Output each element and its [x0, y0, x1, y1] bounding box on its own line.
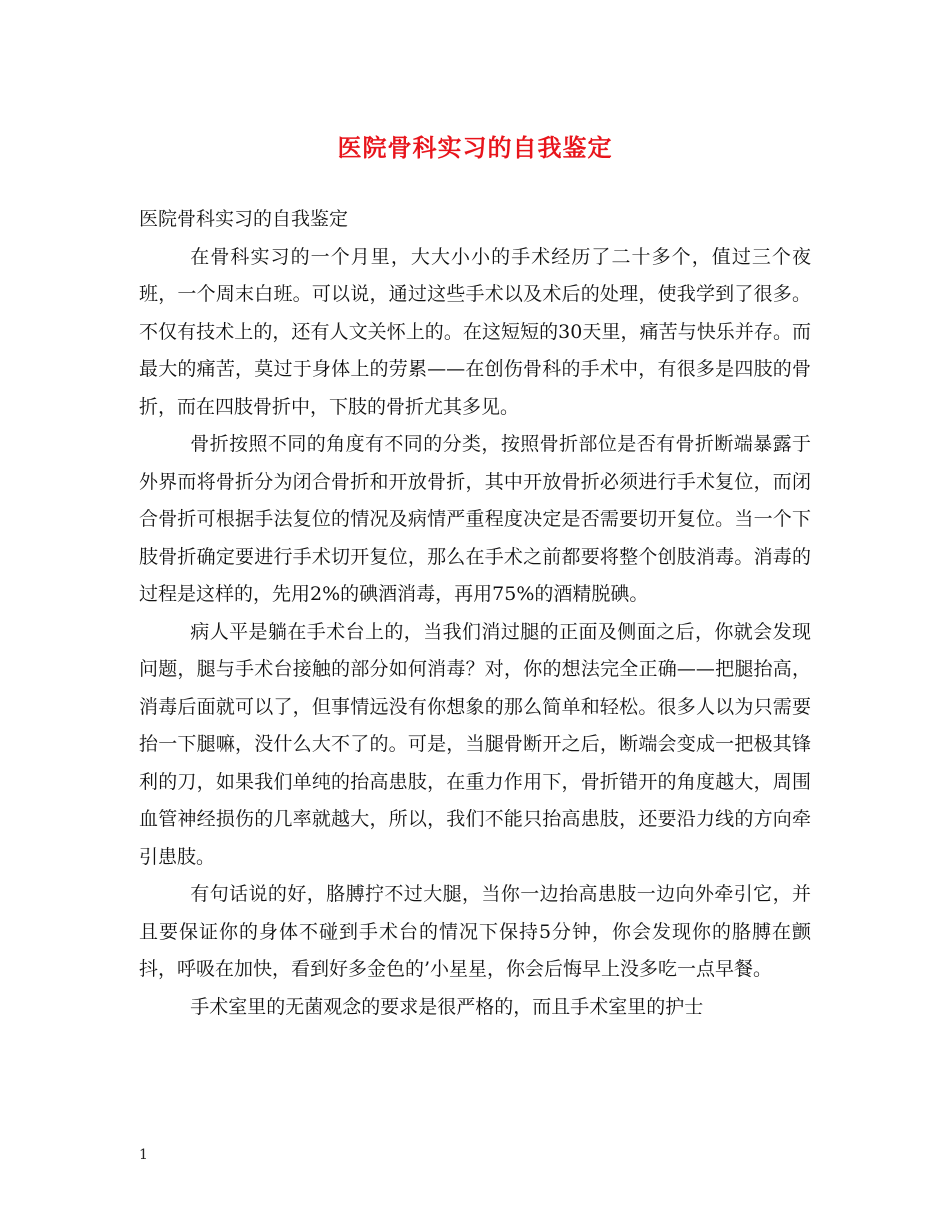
document-title: 医院骨科实习的自我鉴定	[337, 133, 613, 162]
paragraph-2: 骨折按照不同的角度有不同的分类，按照骨折部位是否有骨折断端暴露于外界而将骨折分为闭合骨折和开放骨折，其中开放骨折必须进行手术复位，而闭合骨折可根据手法复位的情况及病情严重程度决定是否需要切开复位。当一个下肢骨折确定要进行手术切开复位，那么在手术之前都要将整个创肢消毒。消毒的过程是这样的，先用2%的碘酒消毒，再用75%的酒精脱碘。	[139, 433, 811, 605]
paragraph-4: 有句话说的好，胳膊拧不过大腿，当你一边抬高患肢一边向外牵引它，并且要保证你的身体不碰到手术台的情况下保持5分钟，你会发现你的胳膊在颤抖，呼吸在加快，看到好多金色的’小星星，你会后悔早上没多吃一点早餐。	[139, 883, 811, 980]
paragraph-3: 病人平是躺在手术台上的，当我们消过腿的正面及侧面之后，你就会发现问题，腿与手术台接触的部分如何消毒？对，你的想法完全正确——把腿抬高，消毒后面就可以了，但事情远没有你想象的那么简单和轻松。很多人以为只需要抬一下腿嘛，没什么大不了的。可是，当腿骨断开之后，断端会变成一把极其锋利的刀，如果我们单纯的抬高患肢，在重力作用下，骨折错开的角度越大，周围血管神经损伤的几率就越大，所以，我们不能只抬高患肢，还要沿力线的方向牵引患肢。	[139, 620, 811, 868]
document-body	[139, 201, 811, 1026]
document-subtitle: 医院骨科实习的自我鉴定	[139, 208, 349, 230]
page-number: 1	[139, 1147, 148, 1163]
paragraph-1: 在骨科实习的一个月里，大大小小的手术经历了二十多个，值过三个夜班，一个周末白班。可以说，通过这些手术以及术后的处理，使我学到了很多。不仅有技术上的，还有人文关怀上的。在这短短的30天里，痛苦与快乐并存。而最大的痛苦，莫过于身体上的劳累——在创伤骨科的手术中，有很多是四肢的骨折，而在四肢骨折中，下肢的骨折尤其多见。	[139, 245, 811, 418]
paragraph-5: 手术室里的无菌观念的要求是很严格的，而且手术室里的护士	[190, 995, 704, 1018]
